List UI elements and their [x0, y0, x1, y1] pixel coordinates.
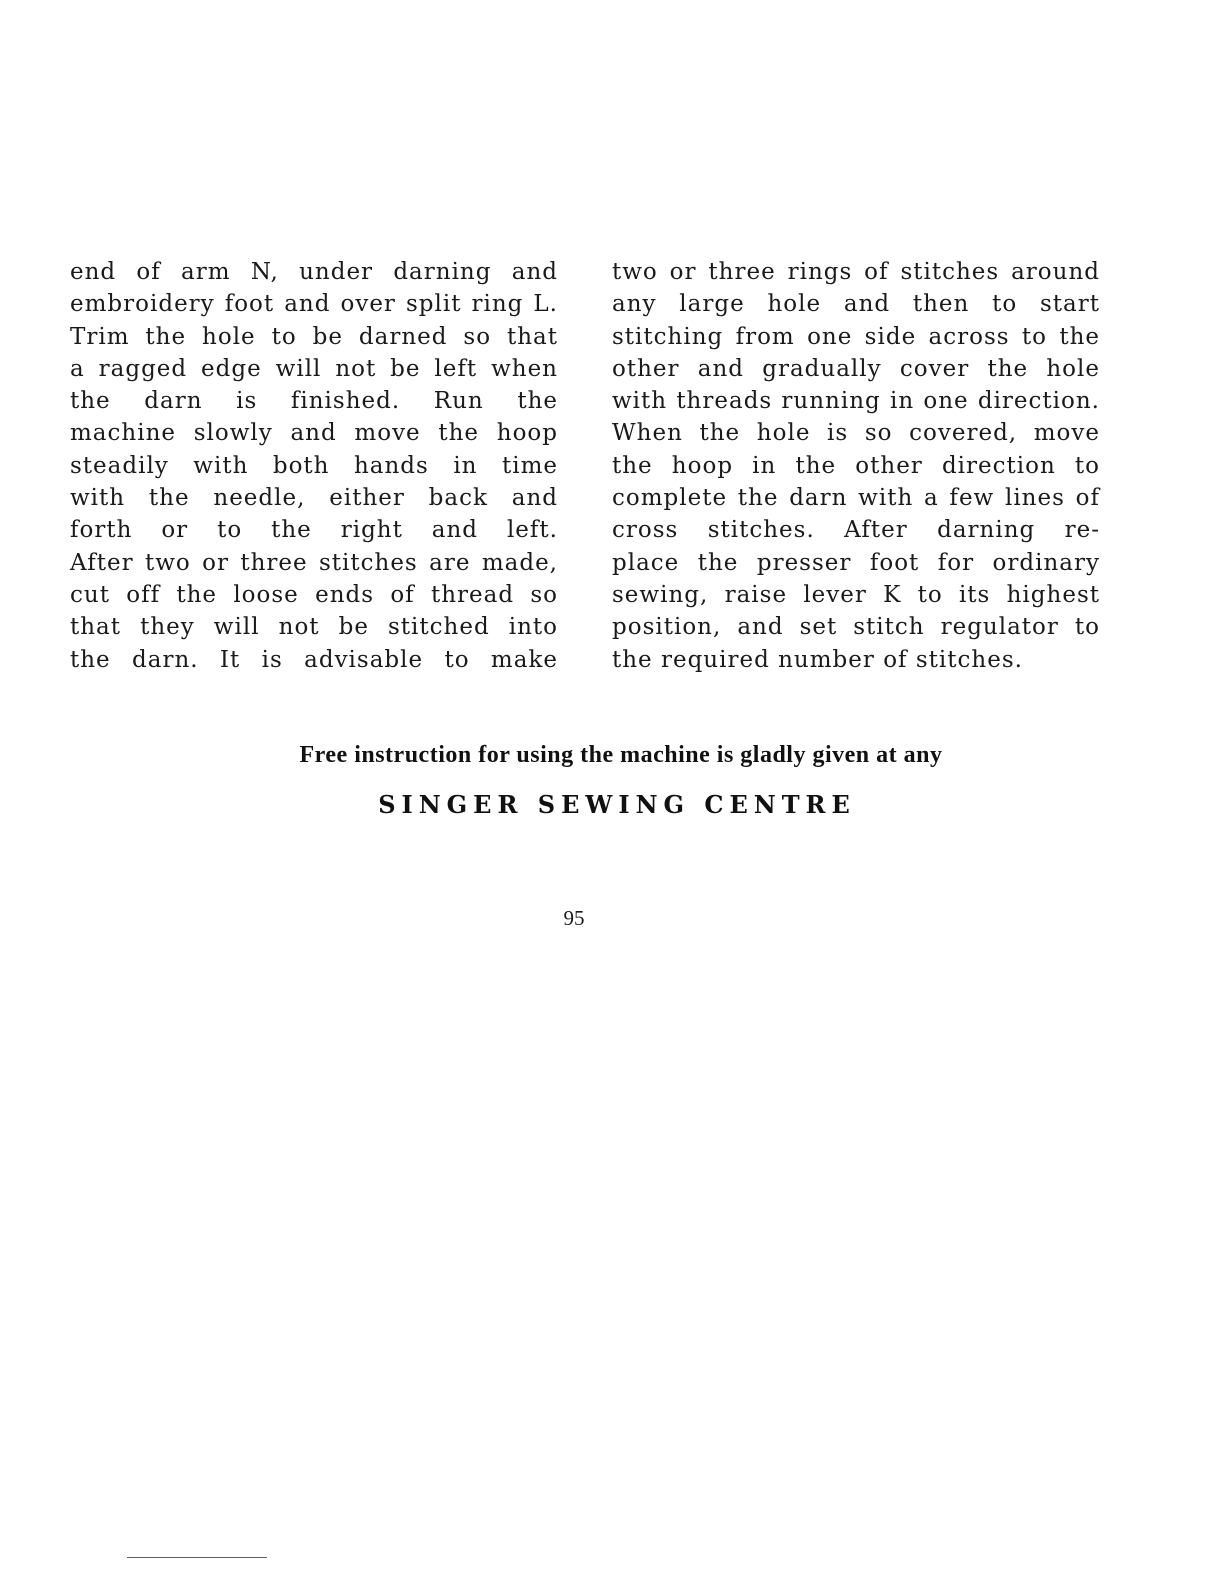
left-line-9: forth or to the right and left.	[70, 517, 558, 544]
right-line-1: two or three rings of stitches around	[612, 259, 1100, 285]
right-line-3: stitching from one side across to the	[612, 323, 1100, 350]
left-line-6: machine slowly and move the hoop	[70, 420, 558, 447]
left-line-13: the darn. It is advisable to make	[70, 646, 558, 673]
right-line-7: the hoop in the other direction to	[612, 452, 1100, 479]
left-line-2: embroidery foot and over split ring L.	[70, 291, 558, 318]
left-text-column	[70, 256, 558, 676]
right-line-6: When the hole is so covered, move	[612, 420, 1100, 447]
right-line-9: cross stitches. After darning re-	[612, 517, 1100, 544]
right-line-11: sewing, raise lever K to its highest	[612, 581, 1100, 608]
right-line-13: the required number of stitches.	[612, 646, 1023, 673]
left-line-5: the darn is finished. Run the	[70, 388, 558, 415]
left-line-8: with the needle, either back and	[70, 485, 558, 512]
right-line-12: position, and set stitch regulator to	[612, 614, 1100, 641]
page-number: 95	[563, 906, 585, 930]
left-line-1: end of arm N, under darning and	[70, 259, 558, 285]
singer-sewing-centre-heading: SINGER SEWING CENTRE	[378, 790, 856, 819]
right-line-2: any large hole and then to start	[612, 291, 1100, 318]
right-line-4: other and gradually cover the hole	[612, 355, 1100, 382]
left-line-12: that they will not be stitched into	[70, 614, 558, 641]
right-text-column	[612, 256, 1100, 676]
left-line-7: steadily with both hands in time	[70, 452, 558, 479]
right-line-10: place the presser foot for ordinary	[612, 549, 1100, 576]
right-line-8: complete the darn with a few lines of	[612, 485, 1100, 512]
left-line-4: a ragged edge will not be left when	[70, 355, 558, 382]
free-instruction-notice: Free instruction for using the machine is gladly given at any	[299, 742, 943, 768]
left-line-10: After two or three stitches are made,	[70, 549, 558, 576]
right-line-5: with threads running in one direction.	[612, 388, 1100, 415]
left-line-11: cut off the loose ends of thread so	[70, 581, 558, 608]
footnote-divider	[127, 1557, 267, 1558]
left-line-3: Trim the hole to be darned so that	[70, 323, 558, 350]
